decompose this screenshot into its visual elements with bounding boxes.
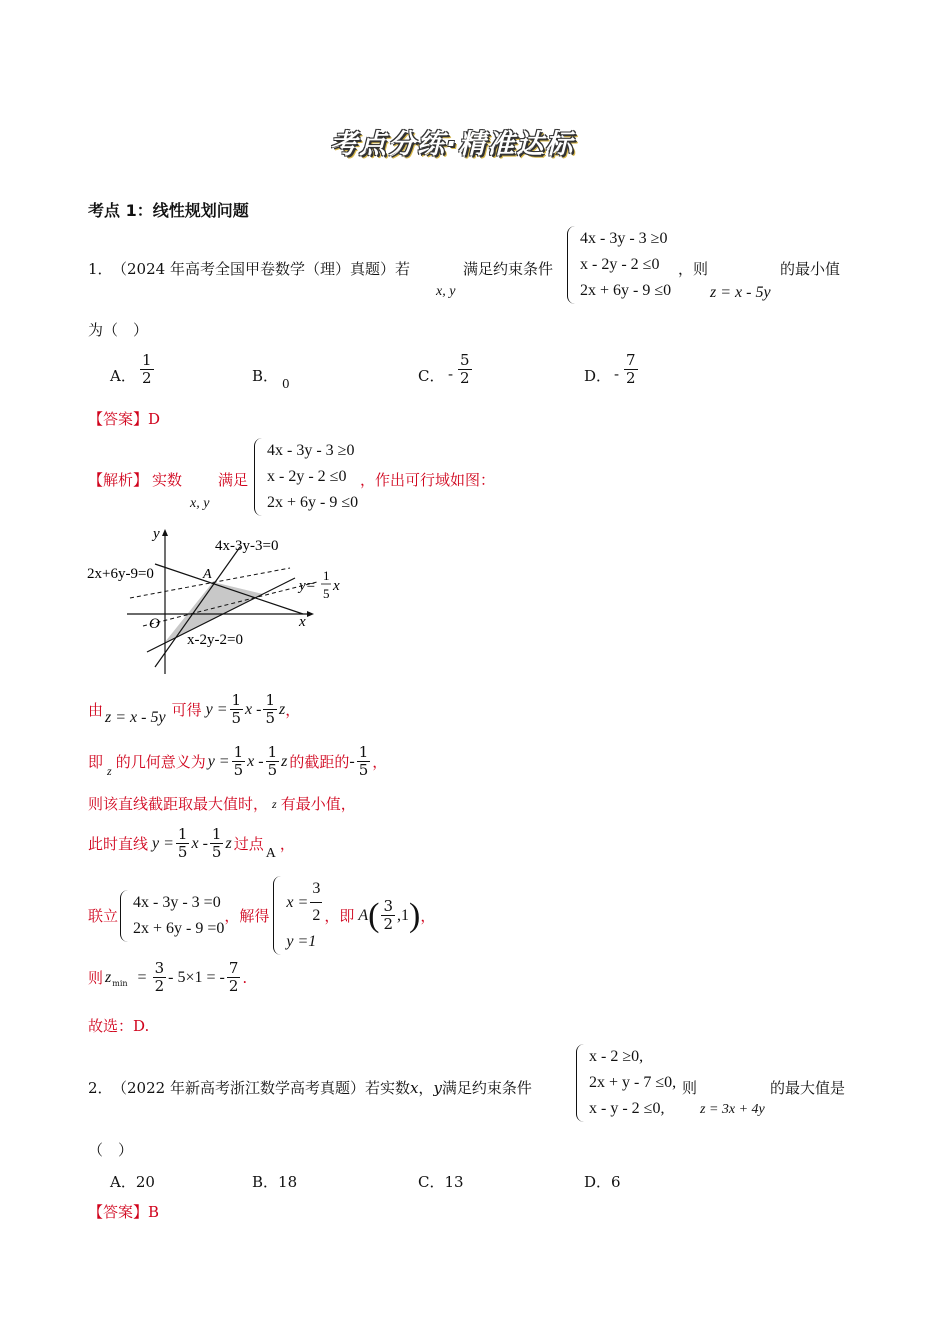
- step-text: 则: [88, 968, 104, 987]
- q1-vars: x, y: [436, 284, 456, 299]
- q1-answer: [88, 409, 160, 429]
- solution-y: y =1: [286, 933, 317, 950]
- q1-number: 1．: [88, 260, 113, 278]
- step-math: y =: [207, 752, 230, 770]
- graph-label-origin: O: [149, 616, 160, 632]
- step-text: ，: [279, 834, 295, 853]
- step-math: ,1: [396, 906, 409, 924]
- q1-analysis-tail: ，作出可行域如图：: [360, 471, 496, 489]
- frac-1-5: $\frac{1}{5}$: [265, 691, 276, 727]
- q2-paren: （ ）: [88, 1141, 134, 1159]
- answer-label: 【答案】: [88, 410, 149, 428]
- right-paren: ): [408, 896, 421, 934]
- frac-1-5: $\frac{1}{5}$: [233, 743, 244, 779]
- joint-equation: 4x - 3y - 3 =0: [133, 893, 221, 911]
- step-text: .: [242, 968, 248, 987]
- q2-constraint: 2x + y - 7 ≤0,: [589, 1074, 677, 1091]
- q1-analysis-intro: 实数: [152, 471, 183, 489]
- q1-constraint: 2x + 6y - 9 ≤0: [580, 282, 672, 299]
- q1-analysis-vars: x, y: [190, 496, 210, 511]
- q1-option-a-label: A．: [110, 367, 136, 385]
- step-text: 则该直线截距取最大值时，: [88, 795, 269, 813]
- step-math: z: [279, 700, 286, 718]
- step-text: 的几何意义为: [115, 752, 206, 771]
- step-subscript: min: [112, 979, 128, 988]
- q2-constraints: [576, 1044, 676, 1122]
- step-math: - 5×1 = -: [168, 968, 225, 986]
- q2-constraint: x - y - 2 ≤0,: [589, 1100, 665, 1117]
- frac-7-2: $\frac{7}{2}$: [228, 959, 239, 995]
- q2-option-d: D．6: [584, 1173, 621, 1191]
- step-text: 由: [88, 700, 104, 719]
- q1-option-d-value: $\frac{7}{2}$: [626, 351, 636, 387]
- step-text: ，: [285, 700, 301, 719]
- q2-constraint: x - 2 ≥0,: [589, 1048, 644, 1065]
- frac-1-5: $\frac{1}{5}$: [211, 825, 222, 861]
- step-text: 可得: [171, 700, 202, 719]
- step-math: y =: [205, 700, 228, 718]
- q2-number: 2．: [88, 1079, 113, 1097]
- step-text: 联立: [88, 906, 119, 925]
- q1-objective: z = x - 5y: [710, 284, 771, 301]
- left-paren: (: [368, 896, 380, 934]
- q1-conclusion: 故选：D.: [88, 1017, 150, 1035]
- step-math: z: [107, 764, 112, 778]
- q2-then: 则: [682, 1079, 698, 1097]
- frac-3-2: $\frac{3}{2}$: [154, 959, 165, 995]
- graph-label-line4-den: 5: [323, 586, 330, 601]
- q1-tail: 的最小值: [780, 260, 841, 278]
- step-text: ，: [420, 906, 436, 925]
- step-text: 即: [88, 752, 104, 771]
- analysis-constraint: 4x - 3y - 3 ≥0: [267, 442, 355, 459]
- q2-option-a: A．20: [110, 1173, 155, 1191]
- q1-option-c-sign: -: [448, 365, 454, 383]
- q1-step-4: [88, 826, 295, 861]
- step-math: x -: [191, 834, 208, 852]
- graph-label-line4-post: x: [333, 578, 340, 594]
- q1-option-d-sign: -: [614, 365, 620, 383]
- q1-step-6: [88, 960, 247, 995]
- q1-option-b-value: 0: [282, 377, 290, 391]
- q2-tail: 的最大值是: [770, 1079, 846, 1097]
- q2-source: （2022 年新高考浙江数学高考真题）若实数: [112, 1079, 410, 1097]
- step-math: z: [105, 968, 112, 986]
- q1-step-5: [88, 876, 435, 955]
- q1-cond: 满足约束条件: [463, 260, 554, 278]
- graph-label-line4-num: 1: [323, 568, 330, 583]
- q1-then: ，则: [678, 260, 709, 278]
- step-text: ，即: [324, 906, 355, 925]
- step-math: z = x - 5y: [105, 708, 166, 726]
- frac-1-5: $\frac{1}{5}$: [358, 743, 369, 779]
- graph-label-line3: x-2y-2=0: [187, 632, 243, 648]
- q1-analysis-cond: 满足: [218, 471, 249, 489]
- q1-option-c-label: C．: [418, 367, 445, 385]
- answer-value: D: [148, 410, 161, 428]
- q2-answer: [88, 1202, 159, 1222]
- q1-step-1: [88, 692, 300, 727]
- section-heading: 考点 1：线性规划问题: [88, 201, 249, 220]
- frac-3-2: $\frac{3}{2}$: [383, 897, 393, 933]
- step-math: y =: [152, 834, 174, 852]
- feasible-region-graph: [85, 522, 355, 677]
- q2-cond: 满足约束条件: [441, 1079, 532, 1097]
- step-math: =: [137, 968, 147, 986]
- step-math: -: [349, 752, 355, 770]
- step-text: 有最小值，: [280, 795, 356, 813]
- q1-step-2: [88, 744, 387, 779]
- joint-equation: 2x + 6y - 9 =0: [133, 919, 225, 937]
- answer-label: 【答案】: [88, 1203, 149, 1221]
- graph-label-line2: 2x+6y-9=0: [87, 566, 154, 582]
- q2-sep: ，: [418, 1079, 434, 1097]
- frac-1-5: $\frac{1}{5}$: [267, 743, 278, 779]
- step-text: 过点: [233, 834, 264, 853]
- y-axis-arrow: [162, 529, 168, 536]
- step-text: ，解得: [224, 906, 270, 925]
- q2-var-y: y: [433, 1079, 442, 1097]
- q1-analysis-label: 【解析】: [88, 471, 149, 489]
- step-math: z: [225, 834, 232, 852]
- graph-label-line1: 4x-3y-3=0: [215, 538, 279, 554]
- q1-constraints: [567, 226, 671, 304]
- step-math: x -: [245, 700, 262, 718]
- q2-option-c: C．13: [418, 1173, 464, 1191]
- q1-constraint: 4x - 3y - 3 ≥0: [580, 230, 668, 247]
- analysis-constraint: x - 2y - 2 ≤0: [267, 468, 347, 485]
- solution-x: x = $\frac{3}{2}$: [286, 876, 324, 929]
- step-text: ，: [372, 752, 388, 771]
- solution-system: [273, 876, 324, 955]
- step-math: A: [358, 906, 369, 924]
- q2-stem: [112, 1078, 532, 1098]
- x-axis-arrow: [307, 611, 314, 617]
- q1-option-b-label: B．: [252, 367, 279, 385]
- graph-label-a: A: [203, 567, 212, 582]
- graph-label-y: y: [153, 526, 160, 542]
- banner-title: 考点分练·精准达标: [330, 129, 575, 160]
- step-math: x -: [247, 752, 264, 770]
- step-math: z: [272, 796, 277, 811]
- q1-constraint: x - 2y - 2 ≤0: [580, 256, 660, 273]
- q1-option-a-value: $\frac{1}{2}$: [142, 351, 152, 387]
- q1-tail2: 为（ ）: [88, 321, 149, 339]
- q1-option-d-label: D．: [584, 367, 612, 385]
- analysis-constraint: 2x + 6y - 9 ≤0: [267, 494, 359, 511]
- q1-option-c-value: $\frac{5}{2}$: [460, 351, 470, 387]
- joint-system: [120, 890, 224, 942]
- q2-objective: z = 3x + 4y: [700, 1102, 765, 1117]
- frac-1-5: $\frac{1}{5}$: [231, 691, 242, 727]
- frac-1-5: $\frac{1}{5}$: [177, 825, 188, 861]
- q1-step-3: [88, 794, 356, 814]
- step-text: 此时直线: [88, 834, 149, 853]
- q1-source: （2024 年高考全国甲卷数学（理）真题）若: [112, 260, 410, 278]
- graph-label-x: x: [299, 614, 306, 630]
- answer-value: B: [148, 1203, 160, 1221]
- step-math: z: [281, 752, 288, 770]
- step-math: A: [265, 845, 276, 861]
- q2-var-x: x: [409, 1079, 419, 1097]
- graph-label-line4-pre: y=: [299, 578, 316, 594]
- q1-analysis-constraints: [254, 438, 358, 516]
- step-text: 的截距的: [289, 752, 350, 771]
- q2-option-b: B．18: [252, 1173, 298, 1191]
